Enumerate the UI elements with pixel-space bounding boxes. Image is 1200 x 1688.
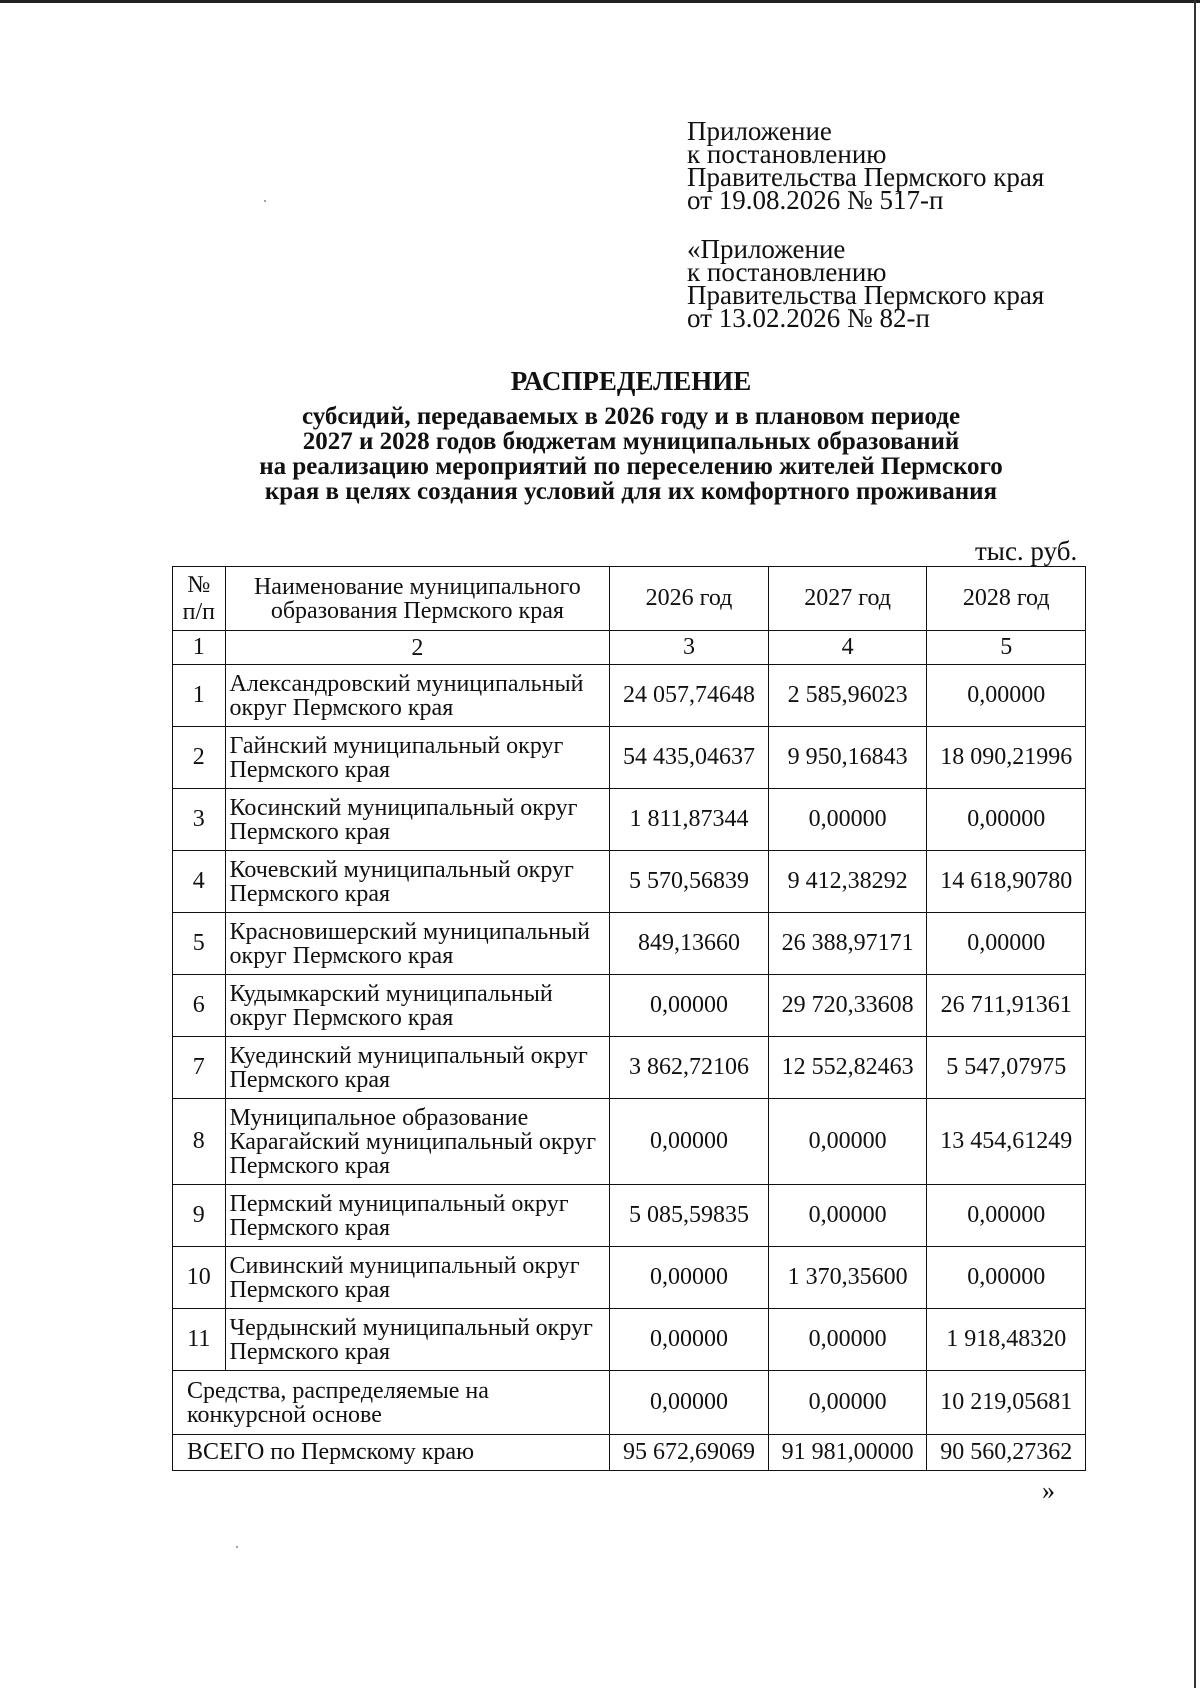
unit-label: тыс. руб. [975,536,1078,566]
row-2028: 0,00000 [927,1247,1086,1309]
row-number: 10 [173,1247,226,1309]
row-2027: 0,00000 [768,1185,927,1247]
row-2027: 0,00000 [768,789,927,851]
row-2026: 3 862,72106 [610,1037,769,1099]
competitive-2027: 0,00000 [768,1371,927,1435]
competitive-funds-row [173,1371,1086,1435]
row-2028: 0,00000 [927,665,1086,727]
table-row [173,727,1086,789]
row-2027: 0,00000 [768,1309,927,1371]
table-row [173,665,1086,727]
column-number: 4 [768,631,927,665]
table-row [173,913,1086,975]
table-row [173,789,1086,851]
row-2028: 0,00000 [927,913,1086,975]
row-2026: 0,00000 [610,975,769,1037]
document-subtitle-line: 2027 и 2028 годов бюджетам муниципальных образований [302,428,960,455]
row-name: Пермский муниципальный округ Пермского края [225,1185,610,1247]
row-2026: 5 570,56839 [610,851,769,913]
row-2027: 29 720,33608 [768,975,927,1037]
total-2028: 90 560,27362 [927,1435,1086,1471]
appendix-original-line: Правительства Пермского края [687,280,1045,310]
row-2027: 12 552,82463 [768,1037,927,1099]
row-2027: 26 388,97171 [768,913,927,975]
appendix-current-line: Правительства Пермского края [687,162,1045,192]
table-row [173,1099,1086,1185]
row-2028: 5 547,07975 [927,1037,1086,1099]
row-2027: 2 585,96023 [768,665,927,727]
header-2028: 2028 год [927,567,1086,631]
row-name: Сивинский муниципальный округ Пермского края [225,1247,610,1309]
row-number: 9 [173,1185,226,1247]
table-row [173,1247,1086,1309]
appendix-original-line: «Приложение [687,234,846,264]
row-name: Муниципальное образование Карагайский муниципальный округ Пермского края [225,1099,610,1185]
page-edge-right [1194,0,1196,1688]
table-row [173,1309,1086,1371]
header-name: Наименование муниципального образования Пермского края [225,567,610,631]
competitive-2026: 0,00000 [610,1371,769,1435]
row-2028: 13 454,61249 [927,1099,1086,1185]
scan-speck [264,200,266,202]
document-subtitle-line: субсидий, передаваемых в 2026 году и в плановом периоде [301,403,961,430]
row-2027: 1 370,35600 [768,1247,927,1309]
total-2027: 91 981,00000 [768,1435,927,1471]
row-number: 8 [173,1099,226,1185]
table-row [173,1037,1086,1099]
row-2028: 18 090,21996 [927,727,1086,789]
row-2026: 0,00000 [610,1309,769,1371]
total-name: ВСЕГО по Пермскому краю [173,1435,610,1471]
appendix-current-line: Приложение [687,116,832,146]
appendix-current [687,116,1045,215]
row-2026: 849,13660 [610,913,769,975]
table-header-row [173,567,1086,631]
row-2028: 1 918,48320 [927,1309,1086,1371]
document-subtitle-line: края в целях создания условий для их комфортного проживания [264,478,998,505]
column-number: 1 [173,631,226,665]
row-2028: 26 711,91361 [927,975,1086,1037]
appendix-current-date: от 19.08.2026 № 517-п [687,185,944,215]
row-name: Гайнский муниципальный округ Пермского края [225,727,610,789]
row-2027: 9 950,16843 [768,727,927,789]
row-number: 5 [173,913,226,975]
row-name: Чердынский муниципальный округ Пермского края [225,1309,610,1371]
competitive-funds-name: Средства, распределяемые на конкурсной основе [173,1371,610,1435]
closing-quote: » [1042,1476,1055,1505]
row-number: 11 [173,1309,226,1371]
appendix-original [687,234,1045,333]
table-row [173,975,1086,1037]
column-number: 3 [610,631,769,665]
row-number: 2 [173,727,226,789]
row-2028: 0,00000 [927,789,1086,851]
header-2026: 2026 год [610,567,769,631]
row-name: Кочевский муниципальный округ Пермского края [225,851,610,913]
row-name: Александровский муниципальный округ Пермского края [225,665,610,727]
column-number: 5 [927,631,1086,665]
appendix-current-line: к постановлению [687,139,887,169]
page-edge-top [0,0,1200,3]
row-name: Куединский муниципальный округ Пермского края [225,1037,610,1099]
competitive-2028: 10 219,05681 [927,1371,1086,1435]
row-number: 7 [173,1037,226,1099]
row-2027: 0,00000 [768,1099,927,1185]
row-2026: 5 085,59835 [610,1185,769,1247]
total-row [173,1435,1086,1471]
row-2026: 54 435,04637 [610,727,769,789]
column-number-row [173,631,1086,665]
row-name: Кудымкарский муниципальный округ Пермского края [225,975,610,1037]
document-subtitle-line: на реализацию мероприятий по переселению жителей Пермского [259,453,1003,480]
row-2028: 14 618,90780 [927,851,1086,913]
scan-speck [236,1546,238,1548]
appendix-original-date: от 13.02.2026 № 82-п [687,303,930,333]
row-number: 1 [173,665,226,727]
row-2026: 1 811,87344 [610,789,769,851]
row-2026: 0,00000 [610,1247,769,1309]
document-title: РАСПРЕДЕЛЕНИЕ [510,366,752,396]
table-row [173,851,1086,913]
row-2026: 0,00000 [610,1099,769,1185]
subsidy-table [172,566,1086,1471]
row-2028: 0,00000 [927,1185,1086,1247]
row-2026: 24 057,74648 [610,665,769,727]
total-2026: 95 672,69069 [610,1435,769,1471]
row-number: 4 [173,851,226,913]
header-num: № п/п [173,567,226,631]
row-number: 3 [173,789,226,851]
column-number: 2 [225,631,610,665]
appendix-original-line: к постановлению [687,257,887,287]
row-name: Косинский муниципальный округ Пермского края [225,789,610,851]
row-2027: 9 412,38292 [768,851,927,913]
row-name: Красновишерский муниципальный округ Пермского края [225,913,610,975]
table-row [173,1185,1086,1247]
header-2027: 2027 год [768,567,927,631]
row-number: 6 [173,975,226,1037]
